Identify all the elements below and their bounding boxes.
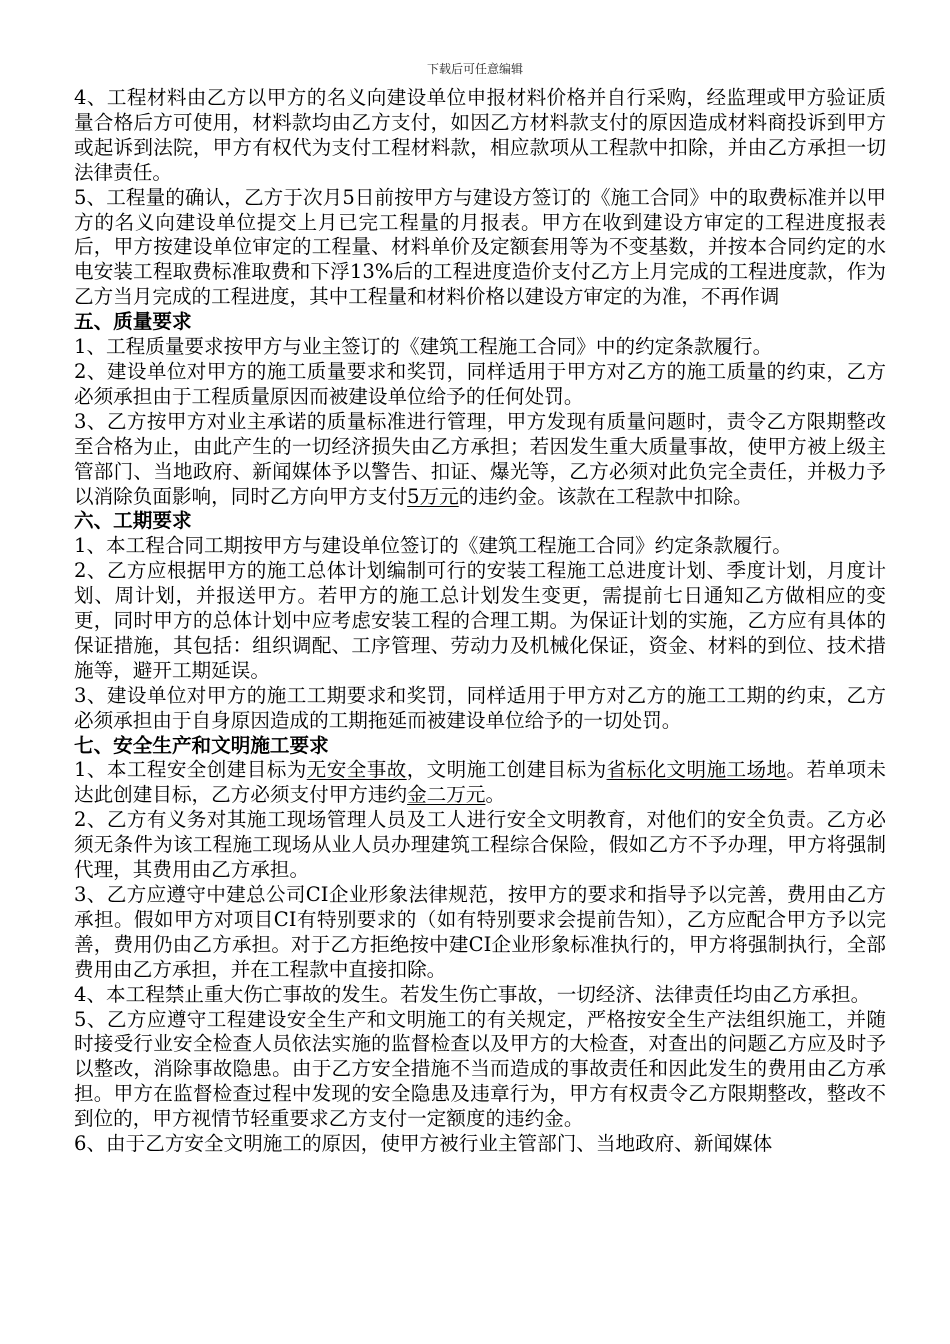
section-7-clause-6: 6、由于乙方安全文明施工的原因，使甲方被行业主管部门、当地政府、新闻媒体 xyxy=(74,1132,773,1156)
section-7-clause-2: 2、乙方有义务对其施工现场管理人员及工人进行安全文明教育，对他们的安全负责。乙方必须无条件为该工程施工现场从业人员办理建筑工程综合保险，假如乙方不予办理，甲方将强制代理，其费用由乙方承担。 xyxy=(74,808,886,882)
penalty-amount-underlined: 5万元 xyxy=(407,484,459,508)
section-7-heading: 七、安全生产和文明施工要求 xyxy=(74,733,329,757)
document-body xyxy=(74,86,886,1157)
section-6-clause-3: 3、建设单位对甲方的施工工期要求和奖罚，同样适用于甲方对乙方的施工工期的约束，乙方必须承担由于自身原因造成的工期拖延而被建设单位给予的一切处罚。 xyxy=(74,683,886,732)
section-5-clause-1: 1、工程质量要求按甲方与业主签订的《建筑工程施工合同》中的约定条款履行。 xyxy=(74,335,773,359)
section-6-heading: 六、工期要求 xyxy=(74,509,192,533)
page-header-note: 下载后可任意编辑 xyxy=(426,62,523,76)
section-7-clause-1-text: 1、本工程安全创建目标为 xyxy=(74,758,307,782)
section-7-clause-1-mid: ，文明施工创建目标为 xyxy=(406,758,607,782)
section-5-heading: 五、质量要求 xyxy=(74,310,192,334)
clause-4-materials: 4、工程材料由乙方以甲方的名义向建设单位申报材料价格并自行采购，经监理或甲方验证质量合格后方可使用，材料款均由乙方支付，如因乙方材料款支付的原因造成材料商投诉到甲方或起诉到法院，甲方有权代为支付工程材料款，相应款项从工程款中扣除，并由乙方承担一切法律责任。 xyxy=(74,86,886,184)
section-7-clause-4: 4、本工程禁止重大伤亡事故的发生。若发生伤亡事故，一切经济、法律责任均由乙方承担。 xyxy=(74,982,871,1006)
section-7-clause-1-mid2: 。若单项未达此创建目标，乙方必须支付甲方违约 xyxy=(74,758,887,807)
section-6-clause-1: 1、本工程合同工期按甲方与建设单位签订的《建筑工程施工合同》约定条款履行。 xyxy=(74,534,792,558)
section-5-clause-3-text: 3、乙方按甲方对业主承诺的质量标准进行管理，甲方发现有质量问题时，责令乙方限期整改至合格为止，由此产生的一切经济损失由乙方承担；若因发生重大质量事故，使甲方被上级主管部门、当地政府、新闻媒体予以警告、扣证、爆光等，乙方必须对此负完全责任，并极力予以消除负面影响，同时乙方向甲方支付 xyxy=(74,409,886,508)
clause-5-quantity-confirmation: 5、工程量的确认，乙方于次月5日前按甲方与建设方签订的《施工合同》中的取费标准并以甲方的名义向建设单位提交上月已完工程量的月报表。甲方在收到建设方审定的工程进度报表后，甲方按建设单位审定的工程量、材料单价及定额套用等为不变基数，并按本合同约定的水电安装工程取费标准取费和下浮13%后的工程进度造价支付乙方上月完成的工程进度款，作为乙方当月完成的工程进度，其中工程量和材料价格以建设方审定的为准，不再作调 xyxy=(74,185,886,309)
civilization-target-underlined: 省标化文明施工场地 xyxy=(606,758,787,782)
section-7-clause-3: 3、乙方应遵守中建总公司CI企业形象法律规范，按甲方的要求和指导予以完善，费用由乙方承担。假如甲方对项目CI有特别要求的（如有特别要求会提前告知），乙方应配合甲方予以完善，费用仍由乙方承担。对于乙方拒绝按中建CI企业形象标准执行的，甲方将强制执行，全部费用由乙方承担，并在工程款中直接扣除。 xyxy=(74,883,886,981)
penalty-amount-underlined-2: 金二万元 xyxy=(407,783,486,807)
section-7-clause-5: 5、乙方应遵守工程建设安全生产和文明施工的有关规定，严格按安全生产法组织施工，并随时接受行业安全检查人员依法实施的监督检查以及甲方的大检查，对查出的问题乙方应及时予以整改，消除事故隐患。由于乙方安全措施不当而造成的事故责任和因此发生的费用由乙方承担。甲方在监督检查过程中发现的安全隐患及违章行为，甲方有权责令乙方限期整改，整改不到位的，甲方视情节轻重要求乙方支付一定额度的违约金。 xyxy=(74,1007,886,1131)
section-6-clause-2: 2、乙方应根据甲方的施工总体计划编制可行的安装工程施工总进度计划、季度计划，月度计划、周计划，并报送甲方。若甲方的施工总计划发生变更，需提前七日通知乙方做相应的变更，同时甲方的总体计划中应考虑安装工程的合理工期。为保证计划的实施，乙方应有具体的保证措施，其包括：组织调配、工序管理、劳动力及机械化保证，资金、材料的到位、技术措施等，避开工期延误。 xyxy=(74,559,886,682)
section-7-clause-1 xyxy=(74,758,886,808)
safety-target-underlined: 无安全事故 xyxy=(306,758,407,782)
section-5-clause-3 xyxy=(74,410,886,510)
section-5-clause-2: 2、建设单位对甲方的施工质量要求和奖罚，同样适用于甲方对乙方的施工质量的约束，乙方必须承担由于工程质量原因而被建设单位给予的任何处罚。 xyxy=(74,359,886,408)
section-5-clause-3-tail: 的违约金。该款在工程款中扣除。 xyxy=(458,484,753,508)
section-7-clause-1-end: 。 xyxy=(485,783,506,807)
